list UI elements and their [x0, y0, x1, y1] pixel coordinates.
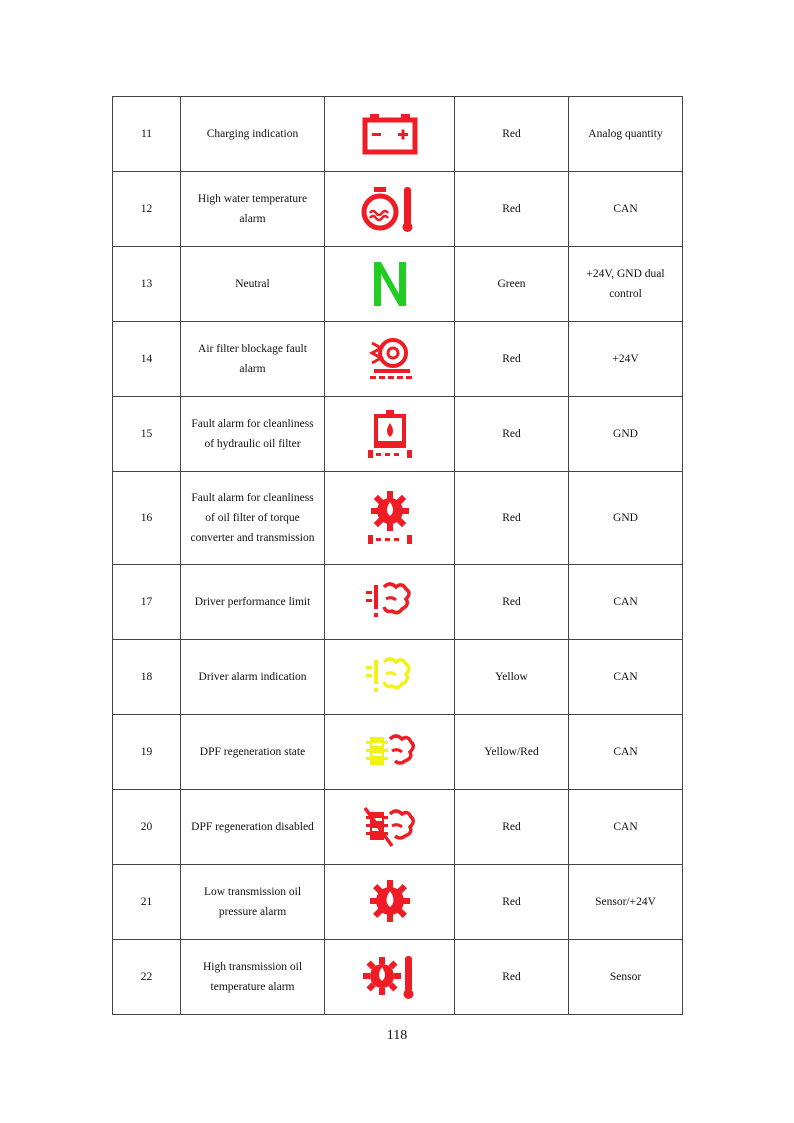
- transmission-oil-pressure-icon: [360, 877, 420, 927]
- indicator-name: DPF regeneration state: [181, 715, 325, 790]
- indicator-name: Charging indication: [181, 97, 325, 172]
- table-row: [113, 640, 683, 715]
- signal-type: CAN: [569, 790, 683, 865]
- engine-alarm-icon: [360, 652, 420, 702]
- indicator-name: High water temperature alarm: [181, 172, 325, 247]
- row-number: 18: [113, 640, 181, 715]
- row-number: 14: [113, 322, 181, 397]
- battery-icon: [360, 110, 420, 158]
- signal-type: CAN: [569, 715, 683, 790]
- indicator-table: [112, 96, 683, 1015]
- table-row: [113, 97, 683, 172]
- indicator-name: DPF regeneration disabled: [181, 790, 325, 865]
- transmission-oil-temperature-icon: [360, 952, 420, 1002]
- table-row: [113, 565, 683, 640]
- indicator-color: Red: [455, 97, 569, 172]
- indicator-name: Neutral: [181, 247, 325, 322]
- signal-type: CAN: [569, 172, 683, 247]
- table-row: [113, 715, 683, 790]
- indicator-color: Red: [455, 172, 569, 247]
- table-row: [113, 172, 683, 247]
- signal-type: CAN: [569, 565, 683, 640]
- table-row: [113, 247, 683, 322]
- indicator-color: Yellow/Red: [455, 715, 569, 790]
- signal-type: GND: [569, 472, 683, 565]
- row-number: 16: [113, 472, 181, 565]
- indicator-color: Red: [455, 790, 569, 865]
- signal-type: Sensor: [569, 940, 683, 1015]
- row-number: 22: [113, 940, 181, 1015]
- row-number: 12: [113, 172, 181, 247]
- indicator-name: Air filter blockage fault alarm: [181, 322, 325, 397]
- page-number: 118: [386, 1028, 408, 1043]
- indicator-color: Red: [455, 565, 569, 640]
- neutral-icon: [368, 258, 412, 310]
- engine-limit-icon: [360, 577, 420, 627]
- row-number: 17: [113, 565, 181, 640]
- signal-type: CAN: [569, 640, 683, 715]
- signal-type: Sensor/+24V: [569, 865, 683, 940]
- transmission-oil-filter-icon: [360, 490, 420, 546]
- signal-type: Analog quantity: [569, 97, 683, 172]
- indicator-color: Red: [455, 397, 569, 472]
- dpf-disabled-icon: [360, 802, 420, 852]
- indicator-name: Fault alarm for cleanliness of oil filter of torque converter and transmission: [181, 472, 325, 565]
- indicator-color: Red: [455, 472, 569, 565]
- row-number: 21: [113, 865, 181, 940]
- table-row: [113, 397, 683, 472]
- indicator-color: Green: [455, 247, 569, 322]
- indicator-color: Yellow: [455, 640, 569, 715]
- indicator-name: High transmission oil temperature alarm: [181, 940, 325, 1015]
- indicator-name: Driver performance limit: [181, 565, 325, 640]
- signal-type: +24V, GND dual control: [569, 247, 683, 322]
- hydraulic-oil-filter-icon: [360, 408, 420, 460]
- row-number: 13: [113, 247, 181, 322]
- table-row: [113, 322, 683, 397]
- table-row: [113, 472, 683, 565]
- indicator-name: Fault alarm for cleanliness of hydraulic oil filter: [181, 397, 325, 472]
- row-number: 20: [113, 790, 181, 865]
- table-row: [113, 865, 683, 940]
- indicator-color: Red: [455, 322, 569, 397]
- signal-type: GND: [569, 397, 683, 472]
- dpf-regeneration-icon: [360, 727, 420, 777]
- indicator-name: Driver alarm indication: [181, 640, 325, 715]
- table-row: [113, 790, 683, 865]
- air-filter-icon: [360, 335, 420, 383]
- indicator-color: Red: [455, 940, 569, 1015]
- indicator-color: Red: [455, 865, 569, 940]
- indicator-name: Low transmission oil pressure alarm: [181, 865, 325, 940]
- row-number: 19: [113, 715, 181, 790]
- signal-type: +24V: [569, 322, 683, 397]
- water-temperature-icon: [360, 183, 420, 235]
- table-row: [113, 940, 683, 1015]
- row-number: 15: [113, 397, 181, 472]
- row-number: 11: [113, 97, 181, 172]
